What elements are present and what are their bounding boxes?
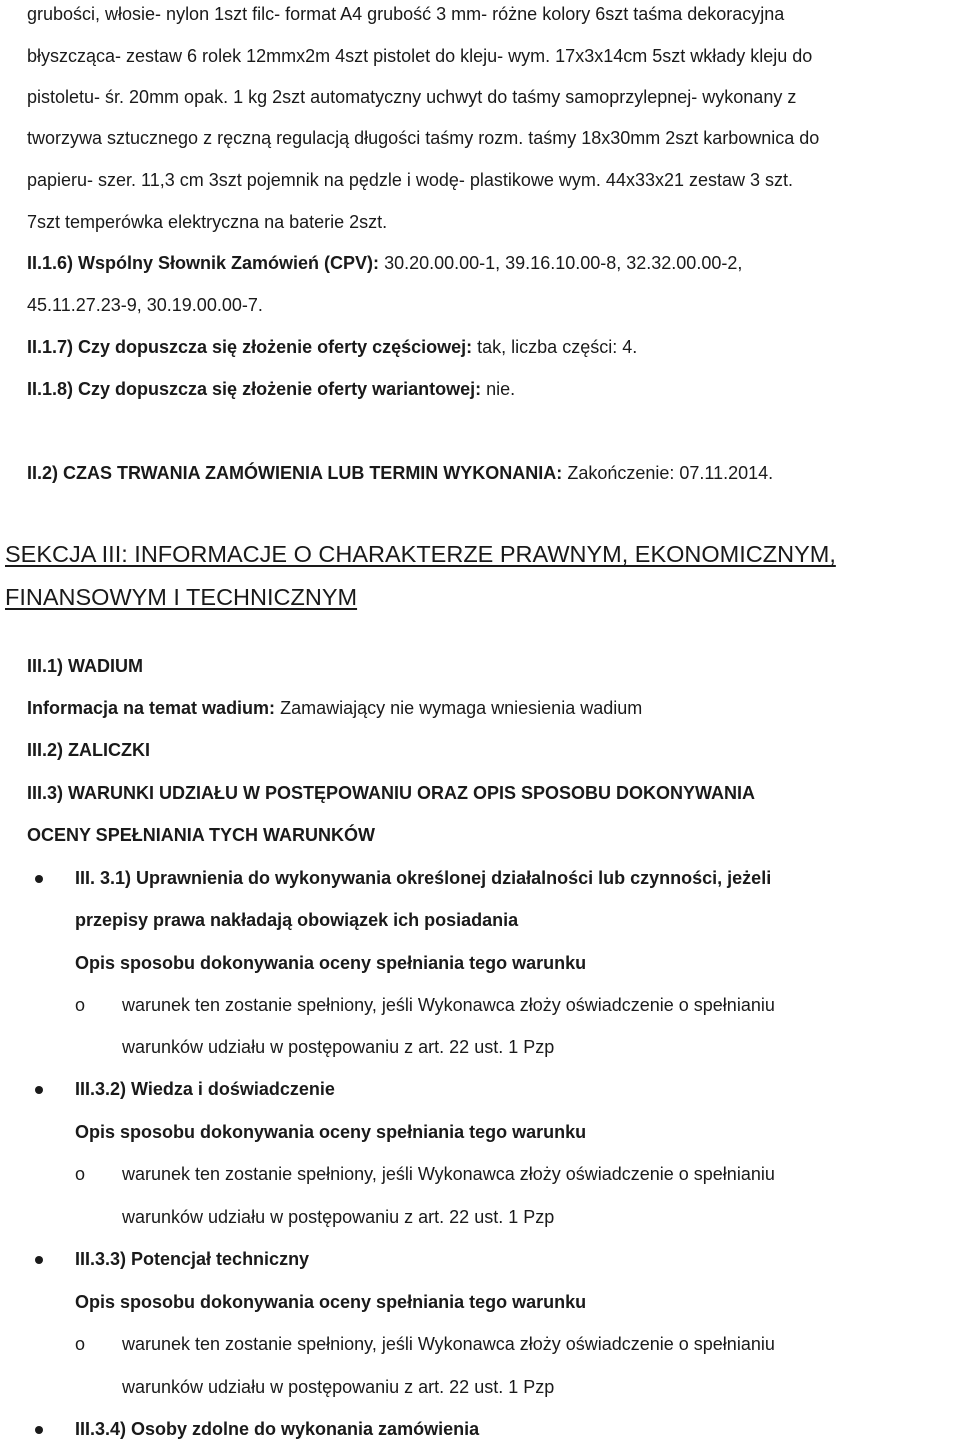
sub-bullet-marker: o: [75, 1164, 86, 1184]
partial-offer-value: tak, liczba części: 4.: [477, 337, 638, 357]
paragraph-line: błyszcząca- zestaw 6 rolek 12mmx2m 4szt pistolet do kleju- wym. 17x3x14cm 5szt wkłady kleju do: [27, 46, 813, 66]
condition-sub-text: warunek ten zostanie spełniony, jeśli Wykonawca złoży oświadczenie o spełnianiu: [122, 995, 775, 1015]
condition-sub-text: warunek ten zostanie spełniony, jeśli Wykonawca złoży oświadczenie o spełnianiu: [122, 1164, 775, 1184]
bullet-icon: [35, 1086, 43, 1094]
cpv-value: 30.20.00.00-1, 39.16.10.00-8, 32.32.00.00-2,: [384, 253, 743, 273]
partial-offer-label: II.1.7) Czy dopuszcza się złożenie oferty częściowej:: [27, 337, 473, 357]
condition-sub-text-continued: warunków udziału w postępowaniu z art. 22 ust. 1 Pzp: [122, 1207, 555, 1227]
condition-desc-label: Opis sposobu dokonywania oceny spełniania tego warunku: [75, 1292, 587, 1312]
wadium-label: Informacja na temat wadium:: [27, 698, 276, 718]
bullet-icon: [35, 1256, 43, 1264]
condition-title: III.3.3) Potencjał techniczny: [75, 1249, 310, 1269]
condition-title: III.3.2) Wiedza i doświadczenie: [75, 1079, 335, 1099]
bullet-icon: [35, 875, 43, 883]
condition-desc-label: Opis sposobu dokonywania oceny spełniania tego warunku: [75, 1122, 587, 1142]
section-heading: SEKCJA III: INFORMACJE O CHARAKTERZE PRAWNYM, EKONOMICZNYM,: [5, 541, 836, 567]
conditions-title: III.3) WARUNKI UDZIAŁU W POSTĘPOWANIU ORAZ OPIS SPOSOBU DOKONYWANIA: [27, 783, 756, 803]
sub-bullet-marker: o: [75, 1334, 86, 1354]
paragraph-line: 7szt temperówka elektryczna na baterie 2szt.: [27, 212, 388, 232]
wadium-info-line: [27, 697, 642, 719]
paragraph-line: tworzywa sztucznego z ręczną regulacją długości taśmy rozm. taśmy 18x30mm 2szt karbownica do: [27, 128, 820, 148]
zaliczki-title: III.2) ZALICZKI: [27, 740, 150, 760]
bullet-icon: [35, 1426, 43, 1434]
cpv-label: II.1.6) Wspólny Słownik Zamówień (CPV):: [27, 253, 380, 273]
conditions-title-continued: OCENY SPEŁNIANIA TYCH WARUNKÓW: [27, 825, 376, 845]
variant-offer-value: nie.: [486, 379, 516, 399]
condition-sub-text-continued: warunków udziału w postępowaniu z art. 22 ust. 1 Pzp: [122, 1037, 555, 1057]
condition-title: III. 3.1) Uprawnienia do wykonywania określonej działalności lub czynności, jeżeli: [75, 868, 772, 888]
cpv-value-continued: 45.11.27.23-9, 30.19.00.00-7.: [27, 295, 263, 315]
condition-title: III.3.4) Osoby zdolne do wykonania zamówienia: [75, 1419, 480, 1439]
duration-line: [27, 462, 773, 484]
duration-value: Zakończenie: 07.11.2014.: [567, 463, 774, 483]
condition-desc-label: Opis sposobu dokonywania oceny spełniania tego warunku: [75, 953, 587, 973]
wadium-value: Zamawiający nie wymaga wniesienia wadium: [280, 698, 643, 718]
paragraph-line: papieru- szer. 11,3 cm 3szt pojemnik na pędzle i wodę- plastikowe wym. 44x33x21 zestaw 3 szt.: [27, 170, 794, 190]
duration-label: II.2) CZAS TRWANIA ZAMÓWIENIA LUB TERMIN WYKONANIA:: [27, 463, 563, 483]
section-heading-continued: FINANSOWYM I TECHNICZNYM: [5, 584, 358, 610]
cpv-line: [27, 252, 742, 274]
variant-offer-label: II.1.8) Czy dopuszcza się złożenie oferty wariantowej:: [27, 379, 482, 399]
condition-sub-text: warunek ten zostanie spełniony, jeśli Wykonawca złoży oświadczenie o spełnianiu: [122, 1334, 775, 1354]
condition-sub-text-continued: warunków udziału w postępowaniu z art. 22 ust. 1 Pzp: [122, 1377, 555, 1397]
variant-offer-line: [27, 378, 515, 400]
partial-offer-line: [27, 336, 637, 358]
paragraph-line: pistoletu- śr. 20mm opak. 1 kg 2szt automatyczny uchwyt do taśmy samoprzylepnej- wykonany z: [27, 87, 797, 107]
sub-bullet-marker: o: [75, 995, 86, 1015]
paragraph-line: grubości, włosie- nylon 1szt filc- format A4 grubość 3 mm- różne kolory 6szt taśma dekoracyjna: [27, 4, 785, 24]
wadium-title: III.1) WADIUM: [27, 656, 143, 676]
condition-title-continued: przepisy prawa nakładają obowiązek ich posiadania: [75, 910, 519, 930]
